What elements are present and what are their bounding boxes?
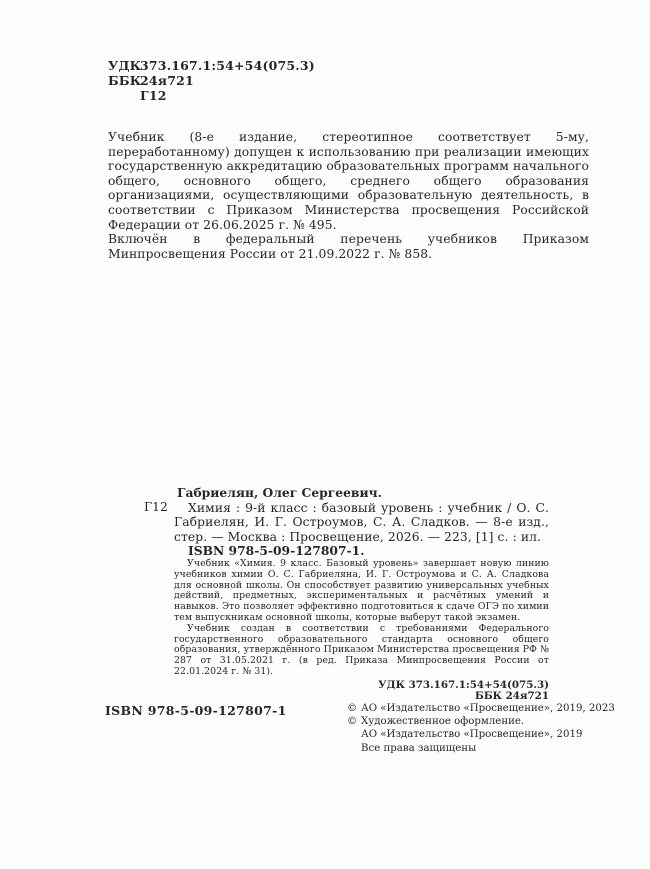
copyright-line <box>347 702 615 715</box>
udk-row <box>108 59 315 74</box>
copyright-text-3: АО «Издательство «Просвещение», 2019 <box>361 729 583 741</box>
approval-paragraph-1: Учебник (8-е издание, стереотипное соответствует 5-му, переработанному) допущен к использованию при реализации имеющих государственную аккредитацию образовательных программ начального общего, основного общего, среднего общего образования организациями, осуществляющими образовательную деятельность, в соответствии с Приказом Министерства просвещения Российской Федерации от 26.06.2025 г. № 495. <box>108 130 589 232</box>
copyright-block <box>347 702 615 755</box>
author-sign-card: Г12 <box>144 500 168 514</box>
bbk-bottom-line: ББК 24я721 <box>475 690 549 703</box>
author-sign-row <box>108 89 315 104</box>
author-sign-spacer <box>108 89 140 104</box>
udk-value: 373.167.1:54+54(075.3) <box>140 58 315 73</box>
approval-paragraph-2: Включён в федеральный перечень учебников Приказом Минпросвещения России от 21.09.2022 г. № 858. <box>108 232 589 261</box>
bibliographic-description: Химия : 9-й класс : базовый уровень : учебник / О. С. Габриелян, И. Г. Остроумов, С. А. Сладков. — 8-е изд., стер. — Москва : Просвещение, 2026. — 223, [1] с. : ил. <box>174 500 549 544</box>
copyright-line <box>347 728 615 741</box>
author-heading: Габриелян, Олег Сергеевич. <box>177 485 382 500</box>
bbk-label: ББК <box>108 72 142 88</box>
udk-label: УДК <box>108 58 142 73</box>
annotation-paragraph-1: Учебник «Химия. 9 класс. Базовый уровень» завершает новую линию учебников химии О. С. Габриеляна, И. Г. Остроумова и С. А. Сладкова для основной школы. Он способствует развитию универсальных учебных действий, предметных, экспериментальных и расчётных умений и навыков. Это позволяет эффективно подготовиться к сдаче ОГЭ по химии тем выпускникам основной школы, которые выберут такой экзамен. <box>174 557 549 623</box>
copyright-indent <box>347 742 361 755</box>
bbk-value: 24я721 <box>140 72 194 88</box>
copyright-text-2: Художественное оформление. <box>361 716 525 728</box>
copyright-text-4: Все права защищены <box>361 742 477 754</box>
catalog-card <box>174 486 549 703</box>
isbn-line: ISBN 978-5-09-127807-1. <box>188 543 365 559</box>
copyright-sign: © <box>347 703 358 714</box>
copyright-text-1: АО «Издательство «Просвещение», 2019, 2023 <box>361 703 615 714</box>
copyright-line <box>347 742 615 755</box>
bbk-row <box>108 74 315 89</box>
author-sign-top: Г12 <box>140 87 167 103</box>
isbn-footer: ISBN 978-5-09-127807-1 <box>105 703 287 718</box>
classification-bottom <box>174 680 549 703</box>
copyright-line <box>347 715 615 728</box>
copyright-sign: © <box>347 716 358 728</box>
classification-block <box>108 59 315 103</box>
approval-notice <box>108 130 589 261</box>
udk-bottom-line: УДК 373.167.1:54+54(075.3) <box>378 678 549 691</box>
copyright-indent <box>347 728 361 741</box>
annotation-paragraph-2: Учебник создан в соответствии с требованиями Федерального государственного образовательного стандарта основного общего образования, утверждённого Приказом Министерства просвещения РФ № 287 от 31.05.2021 г. (в ред. Приказа Минпросвещения России от 22.01.2024 г. № 31). <box>174 622 549 677</box>
